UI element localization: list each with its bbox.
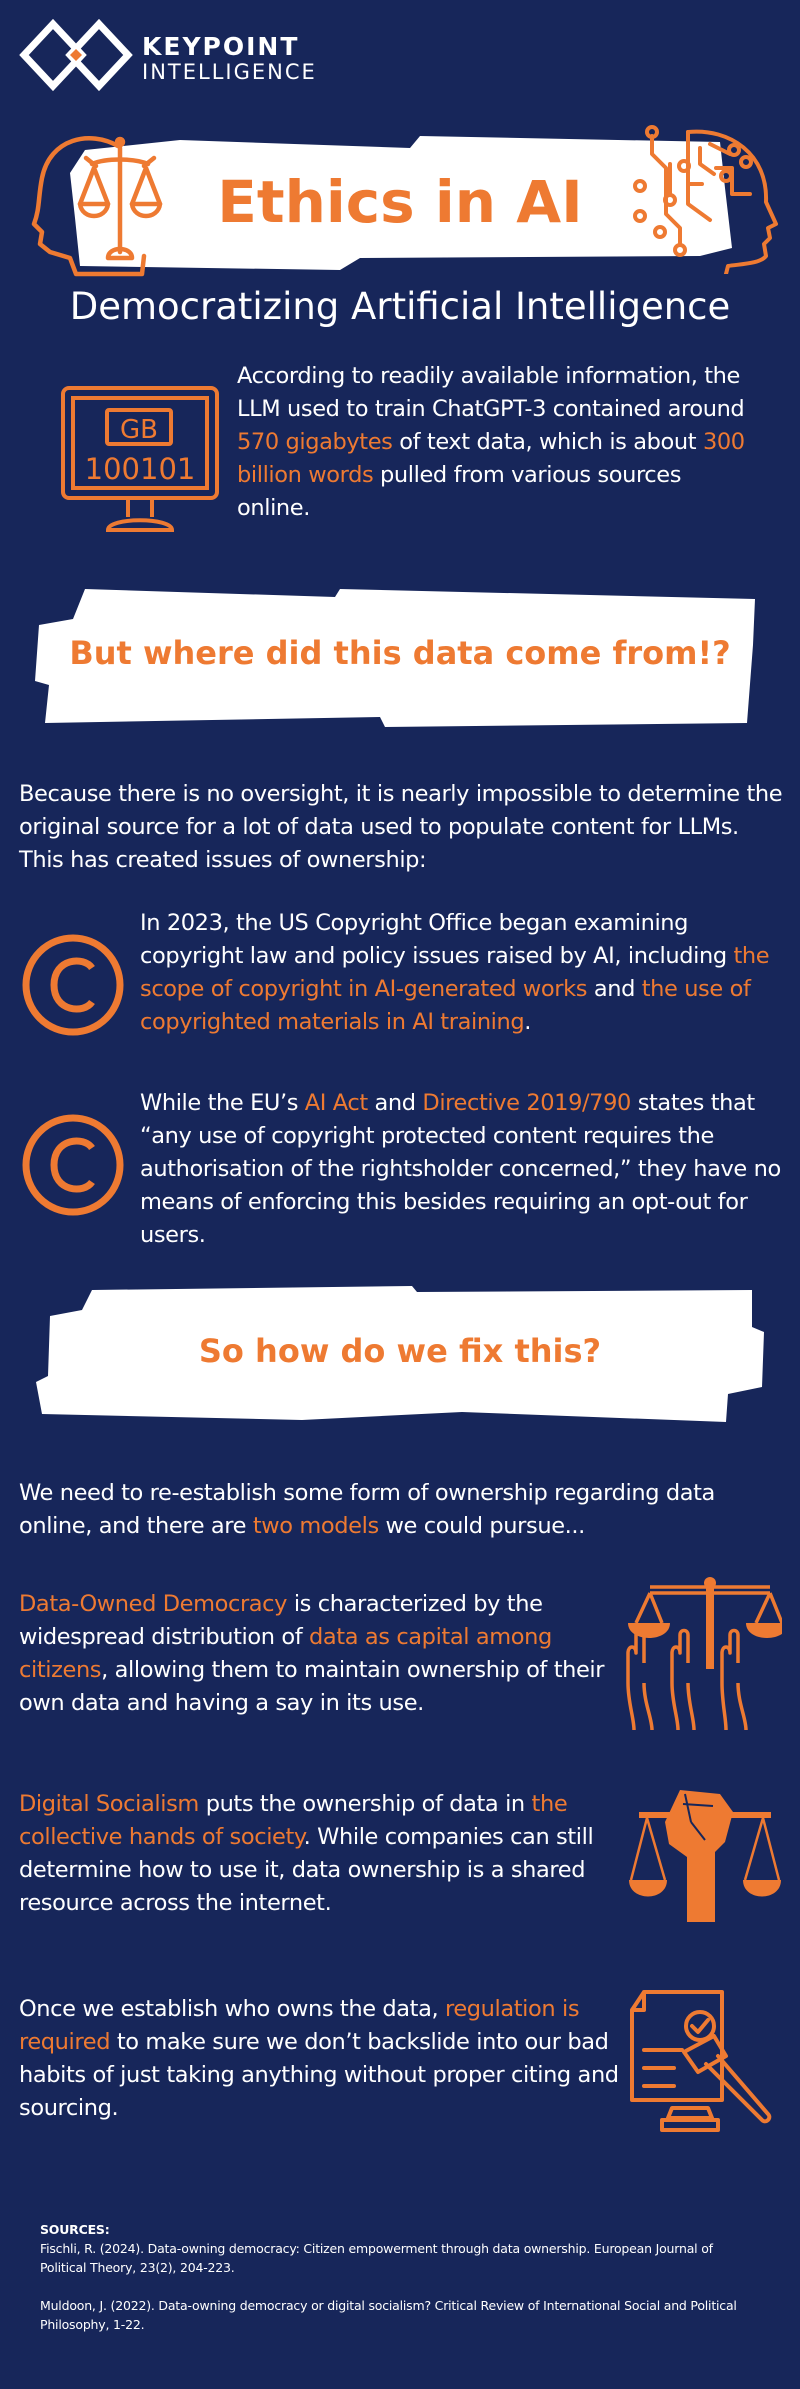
copyright-icon (20, 1112, 126, 1218)
brand-logo (18, 18, 338, 93)
keypoint-logo-mark-icon (18, 18, 133, 93)
copyright-us-paragraph: In 2023, the US Copyright Office began examining copyright law and policy issues raised by AI, including the scope of copyright in AI-generated works and the use of copyrighted materials in AI training. (140, 910, 770, 1035)
hero-banner (0, 120, 800, 290)
icon-label-gb: GB (120, 415, 158, 445)
section-banner-data-source (0, 580, 800, 730)
icon-label-binary: 100101 (84, 452, 196, 486)
copyright-icon (20, 932, 126, 1038)
data-owned-democracy-paragraph: Data-Owned Democracy is characterized by the widespread distribution of data as capital among citizens, allowing them to maintain ownership of their own data and having a say in its use. (19, 1591, 605, 1716)
hero-title: Ethics in AI (217, 168, 583, 236)
intro-paragraph: According to readily available information, the LLM used to train ChatGPT-3 contained around 570 gigabytes of text data, which is about 300 billion words pulled from various sources online. (237, 363, 745, 521)
head-with-circuit-icon (630, 124, 780, 274)
brand-name-line2: INTELLIGENCE (142, 60, 317, 84)
source-citation: Fischli, R. (2024). Data-owning democracy: Citizen empowerment through data ownership. European Journal of Political Theory, 23(2), 204-223. (40, 2241, 713, 2275)
monitor-gb-binary-icon (60, 385, 220, 535)
sources-block (40, 2220, 760, 2353)
section-banner-fix (0, 1282, 800, 1432)
section-heading: So how do we fix this? (198, 1332, 602, 1370)
scales-raised-hands-icon (622, 1573, 782, 1733)
brand-name-line1: KEYPOINT (142, 32, 300, 61)
section-heading: But where did this data come from!? (69, 634, 731, 672)
regulation-paragraph: Once we establish who owns the data, regulation is required to make sure we don’t backslide into our bad habits of just taking anything without proper citing and sourcing. (19, 1996, 619, 2121)
sources-heading: SOURCES: (40, 2222, 110, 2237)
ownership-lead-paragraph: Because there is no oversight, it is nearly impossible to determine the original source for a lot of data used to populate content for LLMs. This has created issues of ownership: (19, 781, 783, 873)
document-gavel-icon (622, 1990, 782, 2140)
copyright-eu-paragraph: While the EU’s AI Act and Directive 2019/790 states that “any use of copyright protected content requires the authorisation of the rightsholder concerned,” they have no means of enforcing this besides requiring an opt-out for users. (140, 1090, 781, 1248)
source-citation: Muldoon, J. (2022). Data-owning democracy or digital socialism? Critical Review of International Social and Political Philosophy, 1-22. (40, 2298, 737, 2332)
models-lead-paragraph: We need to re-establish some form of ownership regarding data online, and there are two models we could pursue... (19, 1480, 715, 1539)
hero-subtitle: Democratizing Artificial Intelligence (69, 285, 731, 328)
digital-socialism-paragraph: Digital Socialism puts the ownership of data in the collective hands of society. While companies can still determine how to use it, data ownership is a shared resource across the internet. (19, 1791, 594, 1916)
fist-scales-icon (625, 1782, 785, 1927)
